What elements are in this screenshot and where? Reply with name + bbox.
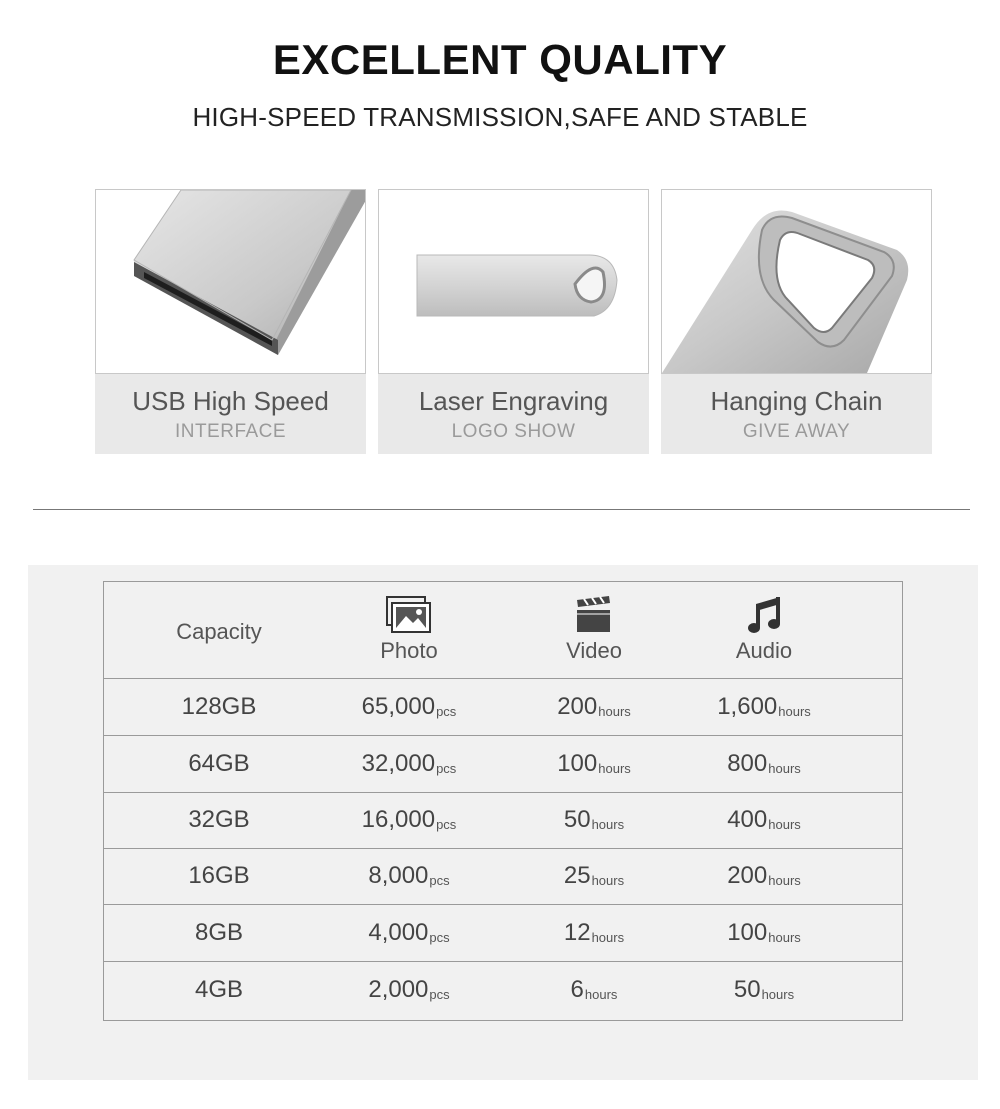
photo-cell: 65,000 pcs xyxy=(361,693,457,720)
section-divider xyxy=(33,509,970,510)
photo-cell: 16,000 pcs xyxy=(361,806,457,833)
audio-cell: 800 hours xyxy=(727,750,801,777)
usb-connector-image xyxy=(95,189,366,374)
capacity-cell: 16GB xyxy=(188,862,250,889)
capacity-cell: 128GB xyxy=(181,693,257,720)
header-video xyxy=(519,582,669,678)
capacity-cell: 4GB xyxy=(194,976,244,1003)
table-row xyxy=(104,679,902,736)
photo-icon xyxy=(386,596,432,634)
table-row xyxy=(104,792,902,849)
feature-usb-interface xyxy=(95,189,366,454)
feature-caption xyxy=(95,374,366,454)
header-photo xyxy=(334,582,484,678)
capacity-cell: 8GB xyxy=(194,919,244,946)
feature-laser-engraving xyxy=(378,189,649,454)
feature-title: Laser Engraving xyxy=(418,386,609,416)
feature-caption xyxy=(378,374,649,454)
feature-subtitle: LOGO SHOW xyxy=(451,421,576,442)
photo-cell: 2,000 pcs xyxy=(368,976,450,1003)
flash-drive-image xyxy=(378,189,649,374)
page-subtitle: HIGH-SPEED TRANSMISSION,SAFE AND STABLE xyxy=(192,102,808,132)
feature-subtitle: GIVE AWAY xyxy=(742,421,851,442)
table-header-row xyxy=(104,582,902,679)
photo-cell: 32,000 pcs xyxy=(361,750,457,777)
header-audio xyxy=(689,582,839,678)
page-title: EXCELLENT QUALITY xyxy=(272,36,728,83)
table-row xyxy=(104,962,902,1018)
audio-cell: 400 hours xyxy=(727,806,801,833)
capacity-table xyxy=(103,581,903,1021)
photo-cell: 4,000 pcs xyxy=(368,919,450,946)
audio-cell: 1,600 hours xyxy=(717,693,811,720)
feature-title: USB High Speed xyxy=(132,386,329,416)
capacity-table-panel xyxy=(28,565,978,1080)
capacity-cell: 32GB xyxy=(188,806,250,833)
clapperboard-icon xyxy=(575,596,613,634)
photo-cell: 8,000 pcs xyxy=(368,862,450,889)
video-cell: 100 hours xyxy=(557,750,631,777)
video-cell: 200 hours xyxy=(557,693,631,720)
audio-cell: 50 hours xyxy=(733,976,795,1003)
header-audio-label: Audio xyxy=(735,638,793,663)
video-cell: 6 hours xyxy=(570,976,618,1003)
header-photo-label: Photo xyxy=(380,638,438,663)
video-cell: 12 hours xyxy=(563,919,625,946)
capacity-cell: 64GB xyxy=(188,750,250,777)
header-capacity: Capacity xyxy=(176,619,262,644)
video-cell: 50 hours xyxy=(563,806,625,833)
table-row xyxy=(104,736,902,793)
flash-drive-icon xyxy=(379,190,648,373)
header-video-label: Video xyxy=(566,638,622,663)
video-cell: 25 hours xyxy=(563,862,625,889)
key-ring-hole-image xyxy=(661,189,932,374)
music-note-icon xyxy=(745,596,783,634)
feature-caption xyxy=(661,374,932,454)
usb-connector-icon xyxy=(96,190,365,373)
table-row xyxy=(104,905,902,962)
audio-cell: 200 hours xyxy=(727,862,801,889)
feature-hanging-chain xyxy=(661,189,932,454)
feature-title: Hanging Chain xyxy=(710,386,883,416)
table-row xyxy=(104,848,902,905)
feature-subtitle: INTERFACE xyxy=(174,421,287,442)
key-ring-hole-icon xyxy=(662,190,931,373)
audio-cell: 100 hours xyxy=(727,919,801,946)
